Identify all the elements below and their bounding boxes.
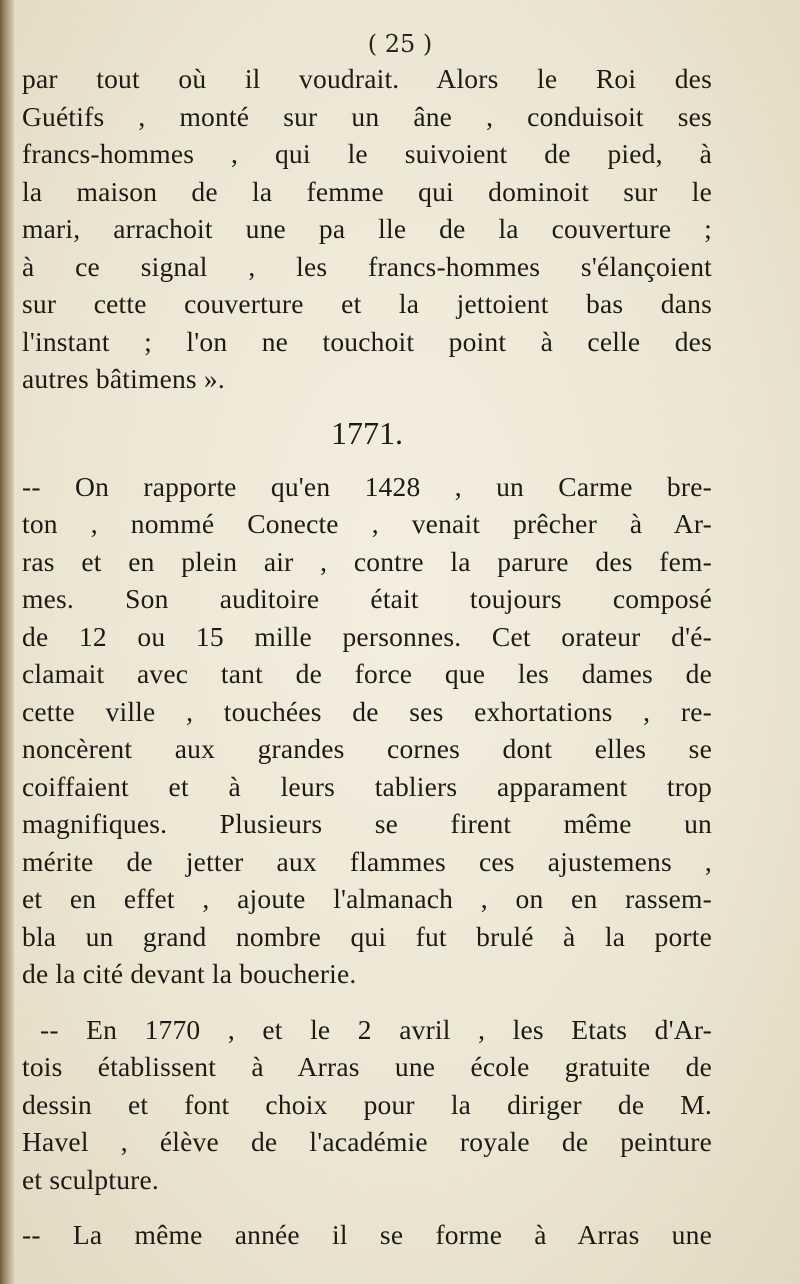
text-line: mari, arrachoit une pa lle de la couverture ; bbox=[22, 213, 712, 244]
text-line: de 12 ou 15 mille personnes. Cet orateur d'é- bbox=[22, 620, 712, 652]
paragraph-3 bbox=[22, 1011, 712, 1199]
text-line: coiffaient et à leurs tabliers apparament trop bbox=[22, 770, 712, 802]
text-line: par tout où il voudrait. Alors le Roi des bbox=[22, 63, 712, 94]
text-line: -- On rapporte qu'en 1428 , un Carme bre- bbox=[22, 470, 712, 502]
paragraph-gap bbox=[22, 993, 712, 1011]
paragraph-1 bbox=[22, 60, 712, 398]
text-line: autres bâtimens ». bbox=[22, 363, 225, 394]
text-line: Havel , élève de l'académie royale de peinture bbox=[22, 1126, 712, 1157]
text-line: mérite de jetter aux flammes ces ajustemens , bbox=[22, 845, 712, 877]
body-text bbox=[22, 60, 712, 1254]
text-line: ras et en plein air , contre la parure des fem- bbox=[22, 545, 712, 577]
page-number: ( 25 ) bbox=[367, 30, 433, 58]
text-line: francs-hommes , qui le suivoient de pied, à bbox=[22, 138, 712, 169]
text-line: -- En 1770 , et le 2 avril , les Etats d'Ar- bbox=[40, 1013, 712, 1045]
text-line: et sculpture. bbox=[22, 1163, 159, 1195]
text-line: cette ville , touchées de ses exhortations , re- bbox=[22, 695, 712, 727]
text-line: -- La même année il se forme à Arras une bbox=[22, 1219, 712, 1250]
paragraph-2 bbox=[22, 468, 712, 993]
text-line: noncèrent aux grandes cornes dont elles se bbox=[22, 733, 712, 764]
text-line: Guétifs , monté sur un âne , conduisoit ses bbox=[22, 100, 712, 132]
text-line: de la cité devant la boucherie. bbox=[22, 958, 357, 989]
text-line: l'instant ; l'on ne touchoit point à celle des bbox=[22, 325, 712, 357]
text-line: ton , nommé Conecte , venait prêcher à Ar- bbox=[22, 508, 712, 539]
year-heading: 1771. bbox=[331, 414, 403, 451]
text-line: dessin et font choix pour la diriger de M. bbox=[22, 1088, 712, 1120]
text-line: et en effet , ajoute l'almanach , on en rassem- bbox=[22, 883, 712, 914]
text-line: clamait avec tant de force que les dames de bbox=[22, 658, 712, 689]
page-gutter bbox=[0, 0, 14, 1284]
paragraph-gap bbox=[22, 1198, 712, 1216]
paragraph-4 bbox=[22, 1216, 712, 1254]
text-line: magnifiques. Plusieurs se firent même un bbox=[22, 808, 712, 839]
text-line: mes. Son auditoire était toujours composé bbox=[22, 583, 712, 614]
text-line: bla un grand nombre qui fut brulé à la porte bbox=[22, 920, 712, 952]
text-line: tois établissent à Arras une école gratuite de bbox=[22, 1051, 712, 1082]
text-line: à ce signal , les francs-hommes s'élançoient bbox=[22, 250, 712, 282]
text-line: sur cette couverture et la jettoient bas dans bbox=[22, 288, 712, 319]
text-line: la maison de la femme qui dominoit sur le bbox=[22, 175, 712, 207]
